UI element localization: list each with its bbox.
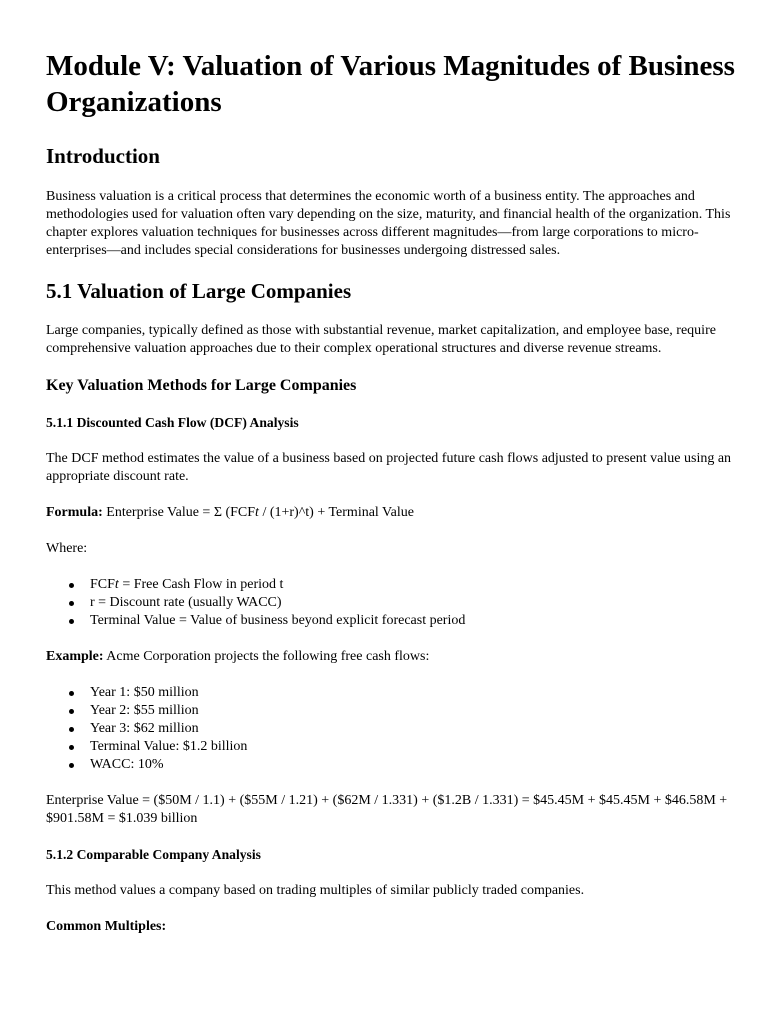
where-label: Where: [46,541,88,556]
example-label: Example: [46,649,104,664]
enterprise-value-calculation: Enterprise Value = ($50M / 1.1) + ($55M / 1.21) + ($62M / 1.331) + ($1.2B / 1.331) = $45.45M + $45.45M + $46.58M + $901.58M = $1.039 billion [46,793,728,826]
formula-text-start: Enterprise Value = Σ (FCF [102,505,256,520]
list-item: Terminal Value = Value of business beyond explicit forecast period [46,612,736,630]
common-multiples-label: Common Multiples: [46,919,167,934]
dcf-paragraph: The DCF method estimates the value of a business based on projected future cash flows adjusted to present value using an appropriate discount rate. [46,451,732,484]
example-text: Acme Corporation projects the following free cash flows: [103,649,430,664]
list-item: Year 2: $55 million [46,702,736,720]
key-methods-heading: Key Valuation Methods for Large Companies [46,377,357,394]
list-item: Terminal Value: $1.2 billion [46,738,736,756]
formula-line [46,504,736,522]
list-item: Year 3: $62 million [46,720,736,738]
example-line [46,648,736,666]
dcf-heading: 5.1.1 Discounted Cash Flow (DCF) Analysis [46,415,299,430]
formula-definitions-list [46,576,736,630]
section-5-1-paragraph: Large companies, typically defined as those with substantial revenue, market capitalization, and employee base, require comprehensive valuation approaches due to their complex operational structures and diverse revenue streams. [46,323,716,356]
list-item: Year 1: $50 million [46,684,736,702]
section-5-1-heading: 5.1 Valuation of Large Companies [46,279,352,303]
formula-subscript-t: t [255,505,259,520]
example-cash-flows-list [46,684,736,774]
formula-text-end: / (1+r)^t) + Terminal Value [258,505,414,520]
list-item: FCFt = Free Cash Flow in period t [46,576,736,594]
list-item: r = Discount rate (usually WACC) [46,594,736,612]
introduction-paragraph: Business valuation is a critical process that determines the economic worth of a business entity. The approaches and methodologies used for valuation often vary depending on the size, maturity, and financial health of the organization. This chapter explores valuation techniques for businesses across different magnitudes—from large corporations to micro-enterprises—and includes special considerations for businesses undergoing distressed sales. [46,189,731,258]
list-item: WACC: 10% [46,756,736,774]
introduction-heading: Introduction [46,144,160,168]
comparable-company-paragraph: This method values a company based on trading multiples of similar publicly traded companies. [46,883,585,898]
formula-label: Formula: [46,505,103,520]
comparable-company-heading: 5.1.2 Comparable Company Analysis [46,847,261,862]
document-title: Module V: Valuation of Various Magnitudes of Business Organizations [46,50,735,118]
document-page [46,0,736,936]
